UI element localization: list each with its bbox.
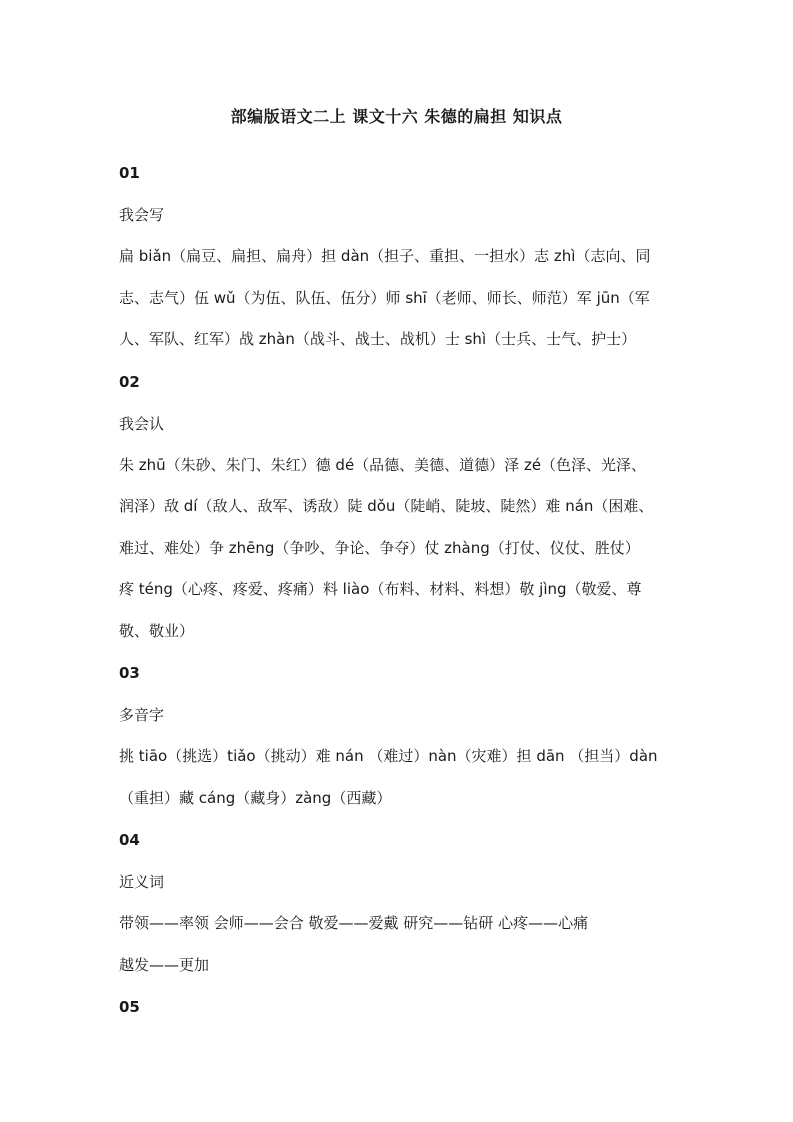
section-03	[119, 652, 679, 819]
text-line: 志、志气）伍 wǔ（为伍、队伍、伍分）师 shī（老师、师长、师范）军 jūn（军	[119, 288, 650, 307]
section-number: 03	[119, 664, 140, 682]
section-heading: 我会写	[119, 206, 165, 224]
text-line: （重担）藏 cáng（藏身）zàng（西藏）	[119, 788, 392, 807]
section-heading: 近义词	[119, 873, 165, 891]
text-line: 扁 biǎn（扁豆、扁担、扁舟）担 dàn（担子、重担、一担水）志 zhì（志向、同	[119, 247, 651, 265]
text-line: 人、军队、红军）战 zhàn（战斗、战士、战机）士 shì（士兵、士气、护士）	[119, 330, 637, 348]
section-number: 04	[119, 831, 140, 849]
text-line: 敬、敬业）	[119, 621, 195, 640]
section-05	[119, 986, 679, 1028]
section-heading: 我会认	[119, 414, 165, 433]
section-number: 05	[119, 998, 140, 1016]
text-line: 难过、难处）争 zhēng（争吵、争论、争夺）仗 zhàng（打仗、仪仗、胜仗）	[119, 538, 640, 557]
document-title: 部编版语文二上 课文十六 朱德的扁担 知识点	[230, 107, 563, 126]
text-line: 越发——更加	[119, 955, 210, 974]
document-body	[119, 152, 679, 1028]
section-01	[119, 152, 679, 361]
text-line: 挑 tiāo（挑选）tiǎo（挑动）难 nán （难过）nàn（灾难）担 dān （担当）dàn	[119, 747, 658, 765]
section-heading: 多音字	[119, 706, 165, 724]
section-02	[119, 361, 679, 653]
text-line: 带领——率领 会师——会合 敬爱——爱戴 研究——钻研 心疼——心痛	[119, 914, 589, 932]
text-line: 疼 téng（心疼、疼爱、疼痛）料 liào（布料、材料、料想）敬 jìng（敬爱、尊	[119, 580, 642, 598]
section-04	[119, 819, 679, 986]
text-line: 润泽）敌 dí（敌人、敌军、诱敌）陡 dǒu（陡峭、陡坡、陡然）难 nán（困难、	[119, 497, 654, 515]
section-number: 01	[119, 164, 140, 182]
text-line: 朱 zhū（朱砂、朱门、朱红）德 dé（品德、美德、道德）泽 zé（色泽、光泽、	[119, 455, 647, 474]
section-number: 02	[119, 372, 140, 391]
